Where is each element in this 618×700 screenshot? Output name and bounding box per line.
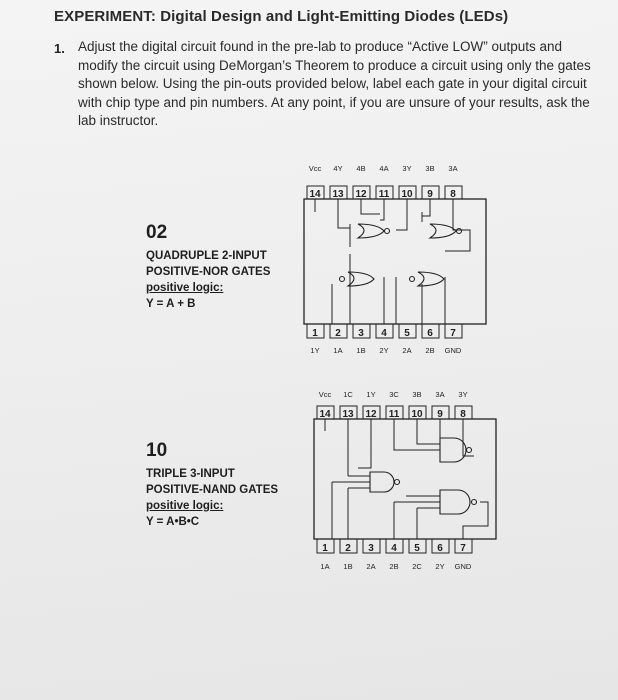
chip-10-pin-number: 2 xyxy=(345,543,351,554)
chip-02-pinout-diagram xyxy=(300,160,520,365)
chip-02-body xyxy=(304,199,486,324)
chip-10-pin-number: 5 xyxy=(414,543,420,554)
chip-10-gates xyxy=(370,438,477,514)
chip-10-pin-number: 4 xyxy=(391,543,397,554)
nor-gate-1-bubble xyxy=(340,277,345,282)
chip-10-top-pin-labels xyxy=(319,390,468,399)
chip-10-bottom-label: 2C xyxy=(412,562,422,571)
chip-02-bottom-label: 1A xyxy=(333,346,343,355)
chip-02-top-label: Vcc xyxy=(308,164,322,173)
chip-02-bottom-pin-labels xyxy=(310,346,462,355)
chip-10-top-label: 1C xyxy=(343,390,353,399)
chip-02-pin-number: 11 xyxy=(378,189,390,200)
chip-10-bottom-pin-labels xyxy=(320,562,472,571)
nor-gate-4 xyxy=(358,224,384,238)
chip-10-bottom-label: 2A xyxy=(366,562,376,571)
chip-10-desc-line1: TRIPLE 3-INPUT xyxy=(146,468,235,480)
chip-02-top-label: 4A xyxy=(379,164,389,173)
chip-10-bottom-label: 2B xyxy=(389,562,399,571)
chip-10-pin-number: 11 xyxy=(388,409,400,420)
nand-gate-3 xyxy=(440,438,466,462)
chip-02-label xyxy=(146,222,270,312)
chip-10-pin-number: 7 xyxy=(460,543,466,554)
chip-10-label xyxy=(146,440,278,530)
chip-10-top-label: 3Y xyxy=(458,390,468,399)
chip-02-desc-line2: POSITIVE-NOR GATES xyxy=(146,266,271,278)
chip-10-top-label: 3C xyxy=(389,390,399,399)
chip-10-pin-number: 10 xyxy=(411,409,423,420)
chip-10-pin-number: 14 xyxy=(319,409,331,420)
chip-02-top-label: 4B xyxy=(356,164,366,173)
chip-02-pin-number: 7 xyxy=(450,328,456,339)
chip-02-bottom-label: 2B xyxy=(425,346,435,355)
chip-02-internal-wiring xyxy=(315,199,470,324)
nor-gate-1 xyxy=(348,272,374,286)
chip-02-bottom-label: 1Y xyxy=(310,346,320,355)
chip-02-pin-number: 1 xyxy=(312,328,318,339)
chip-10-pin-number: 1 xyxy=(322,543,328,554)
chip-02-logic-equation: Y = A + B xyxy=(146,298,196,310)
nor-gate-3-bubble xyxy=(457,229,462,234)
experiment-title: EXPERIMENT: Digital Design and Light-Emitting Diodes (LEDs) xyxy=(54,8,509,25)
question-text: Adjust the digital circuit found in the pre-lab to produce “Active LOW” outputs and modify the circuit using DeMorgan’s Theorem to produce a circuit using only the gates shown below. Using the pin-outs provided below, label each gate in your digital circuit with chip type and pin numbers. At any point, if you are unsure of your results, ask the lab instructor. xyxy=(78,39,591,128)
chip-02-pin-number: 14 xyxy=(309,189,321,200)
chip-10-bottom-label: 1A xyxy=(320,562,330,571)
chip-10-pin-number: 13 xyxy=(342,409,354,420)
chip-10-bottom-label: 2Y xyxy=(435,562,445,571)
chip-02-logic-label: positive logic: xyxy=(146,282,224,294)
chip-10-bottom-label: GND xyxy=(454,562,472,571)
chip-10-top-label: 1Y xyxy=(366,390,376,399)
chip-02-pin-number: 5 xyxy=(404,328,410,339)
chip-02-top-label: 3B xyxy=(425,164,435,173)
chip-02-top-label: 3A xyxy=(448,164,458,173)
chip-10-bottom-pin-numbers xyxy=(322,543,466,554)
chip-02-bottom-label: 1B xyxy=(356,346,366,355)
chip-02-pin-number: 4 xyxy=(381,328,387,339)
nor-gate-2 xyxy=(418,272,444,286)
nand-gate-2 xyxy=(440,490,470,514)
chip-10-desc-line2: POSITIVE-NAND GATES xyxy=(146,484,279,496)
chip-10-pin-number: 9 xyxy=(437,409,443,420)
nor-gate-2-bubble xyxy=(410,277,415,282)
chip-10-number: 10 xyxy=(146,440,168,461)
chip-02-pin-number: 2 xyxy=(335,328,341,339)
chip-02-pin-number: 9 xyxy=(427,189,433,200)
chip-10-pin-number: 6 xyxy=(437,543,443,554)
chip-10-pin-number: 12 xyxy=(365,409,377,420)
chip-02-bottom-label: 2A xyxy=(402,346,412,355)
chip-10-top-label: 3B xyxy=(412,390,422,399)
chip-02-pin-number: 6 xyxy=(427,328,433,339)
nand-gate-3-bubble xyxy=(467,448,472,453)
chip-10-internal-wiring xyxy=(325,419,488,539)
nand-gate-2-bubble xyxy=(472,500,477,505)
chip-02-number: 02 xyxy=(146,222,168,243)
chip-02-gates xyxy=(340,224,462,286)
chip-10-bottom-label: 1B xyxy=(343,562,353,571)
nand-gate-1-bubble xyxy=(395,480,400,485)
chip-02-top-label: 3Y xyxy=(402,164,412,173)
chip-02-bottom-pin-numbers xyxy=(312,328,456,339)
chip-10-top-label: Vcc xyxy=(318,390,332,399)
chip-02-top-label: 4Y xyxy=(333,164,343,173)
chip-02-bottom-label: GND xyxy=(444,346,462,355)
chip-10-logic-equation: Y = A•B•C xyxy=(146,516,200,528)
chip-02-top-pin-labels xyxy=(309,164,458,173)
chip-10-top-label: 3A xyxy=(435,390,445,399)
chip-10-pin-number: 3 xyxy=(368,543,374,554)
chip-02-bottom-label: 2Y xyxy=(379,346,389,355)
chip-02-pin-number: 3 xyxy=(358,328,364,339)
chip-02-desc-line1: QUADRUPLE 2-INPUT xyxy=(146,250,267,262)
nor-gate-4-bubble xyxy=(385,229,390,234)
nand-gate-1 xyxy=(370,472,394,492)
chip-10-pin-number: 8 xyxy=(460,409,466,420)
chip-02-pin-number: 8 xyxy=(450,189,456,200)
chip-02-pin-number: 13 xyxy=(332,189,344,200)
chip-02-pin-number: 10 xyxy=(401,189,413,200)
chip-02-pin-number: 12 xyxy=(355,189,367,200)
chip-10-body xyxy=(314,419,496,539)
question-number: 1. xyxy=(54,41,65,56)
chip-10-logic-label: positive logic: xyxy=(146,500,224,512)
nor-gate-3 xyxy=(430,224,456,238)
chip-10-pinout-diagram xyxy=(310,386,530,586)
